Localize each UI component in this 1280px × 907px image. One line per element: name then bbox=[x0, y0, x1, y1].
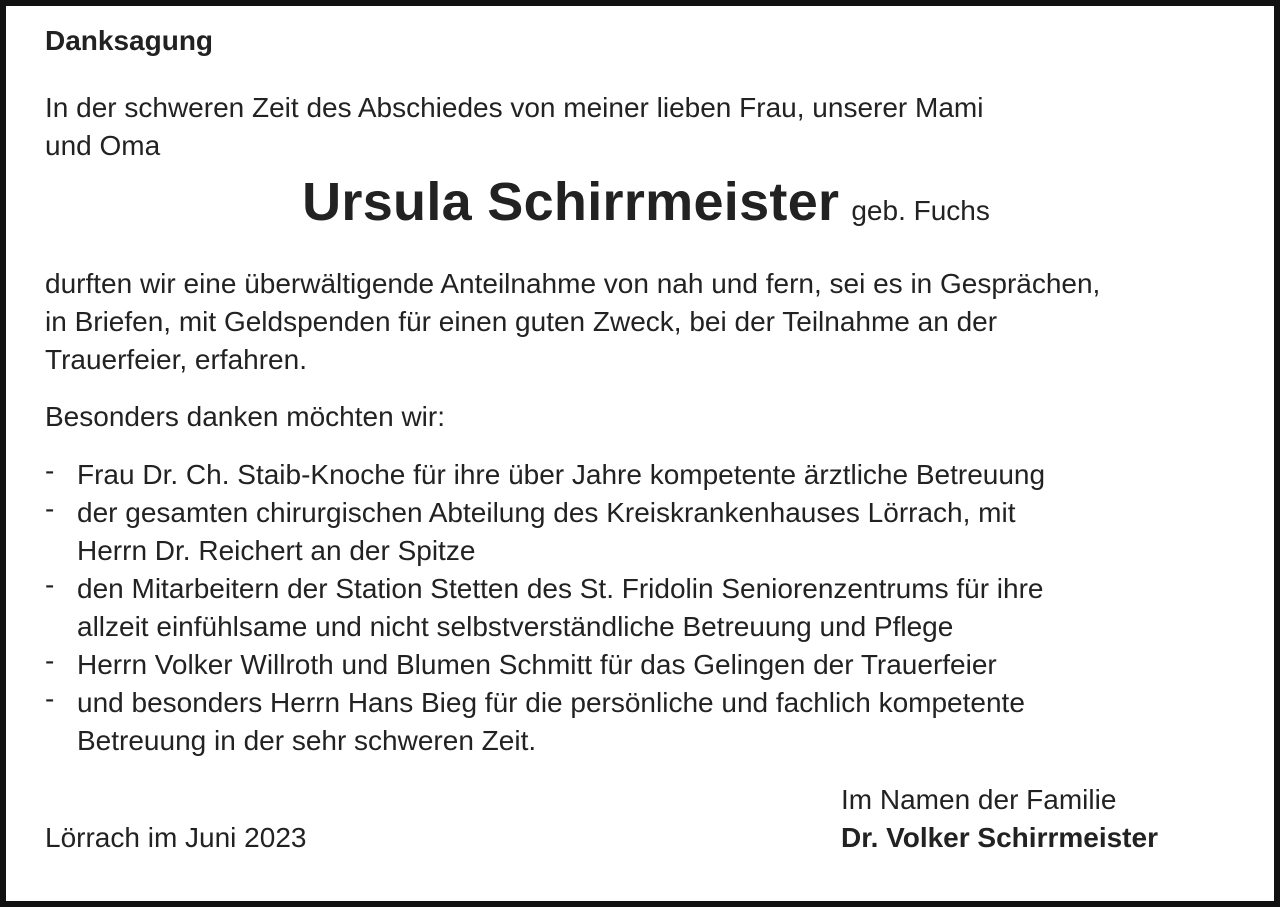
thanks-item-line: der gesamten chirurgischen Abteilung des Kreiskrankenhauses Lörrach, mit bbox=[77, 497, 1016, 528]
maiden-name: geb. Fuchs bbox=[851, 195, 990, 226]
thanks-item bbox=[45, 494, 1045, 570]
paragraph-line: durften wir eine überwältigende Anteilnahme von nah und fern, sei es in Gesprächen, bbox=[45, 268, 1101, 299]
thanks-list bbox=[45, 456, 1045, 760]
signature-block bbox=[841, 781, 1158, 857]
thanks-item-line: Herrn Dr. Reichert an der Spitze bbox=[77, 535, 476, 566]
sympathy-paragraph bbox=[45, 265, 1100, 379]
intro-line: und Oma bbox=[45, 130, 161, 161]
bullet-dash: - bbox=[45, 645, 55, 676]
thanks-item-line: und besonders Herrn Hans Bieg für die persönliche und fachlich kompetente bbox=[77, 687, 1025, 718]
thanks-intro: Besonders danken möchten wir: bbox=[45, 401, 445, 432]
bullet-dash: - bbox=[45, 455, 55, 486]
thanks-item-line: Frau Dr. Ch. Staib-Knoche für ihre über Jahre kompetente ärztliche Betreuung bbox=[77, 459, 1046, 490]
intro-text bbox=[45, 89, 983, 165]
signoff-text: Im Namen der Familie bbox=[841, 784, 1117, 815]
bullet-dash: - bbox=[45, 569, 55, 600]
signer-name: Dr. Volker Schirrmeister bbox=[841, 822, 1158, 853]
notice-heading: Danksagung bbox=[45, 25, 214, 56]
paragraph-line: in Briefen, mit Geldspenden für einen guten Zweck, bei der Teilnahme an der bbox=[45, 306, 998, 337]
thanks-item bbox=[45, 570, 1045, 646]
thanks-item-line: Betreuung in der sehr schweren Zeit. bbox=[77, 725, 537, 756]
thanks-item-line: Herrn Volker Willroth und Blumen Schmitt für das Gelingen der Trauerfeier bbox=[77, 649, 997, 680]
thanks-item bbox=[45, 456, 1045, 494]
thanks-item-line: allzeit einfühlsame und nicht selbstverständliche Betreuung und Pflege bbox=[77, 611, 954, 642]
deceased-name-row bbox=[45, 171, 1247, 233]
thanks-item bbox=[45, 684, 1045, 760]
thanks-item bbox=[45, 646, 1045, 684]
paragraph-line: Trauerfeier, erfahren. bbox=[45, 344, 307, 375]
deceased-name: Ursula Schirrmeister bbox=[302, 172, 840, 232]
place-date: Lörrach im Juni 2023 bbox=[45, 822, 307, 853]
bullet-dash: - bbox=[45, 493, 55, 524]
thanks-item-line: den Mitarbeitern der Station Stetten des St. Fridolin Seniorenzentrums für ihre bbox=[77, 573, 1044, 604]
bullet-dash: - bbox=[45, 683, 55, 714]
intro-line: In der schweren Zeit des Abschiedes von meiner lieben Frau, unserer Mami bbox=[45, 92, 984, 123]
